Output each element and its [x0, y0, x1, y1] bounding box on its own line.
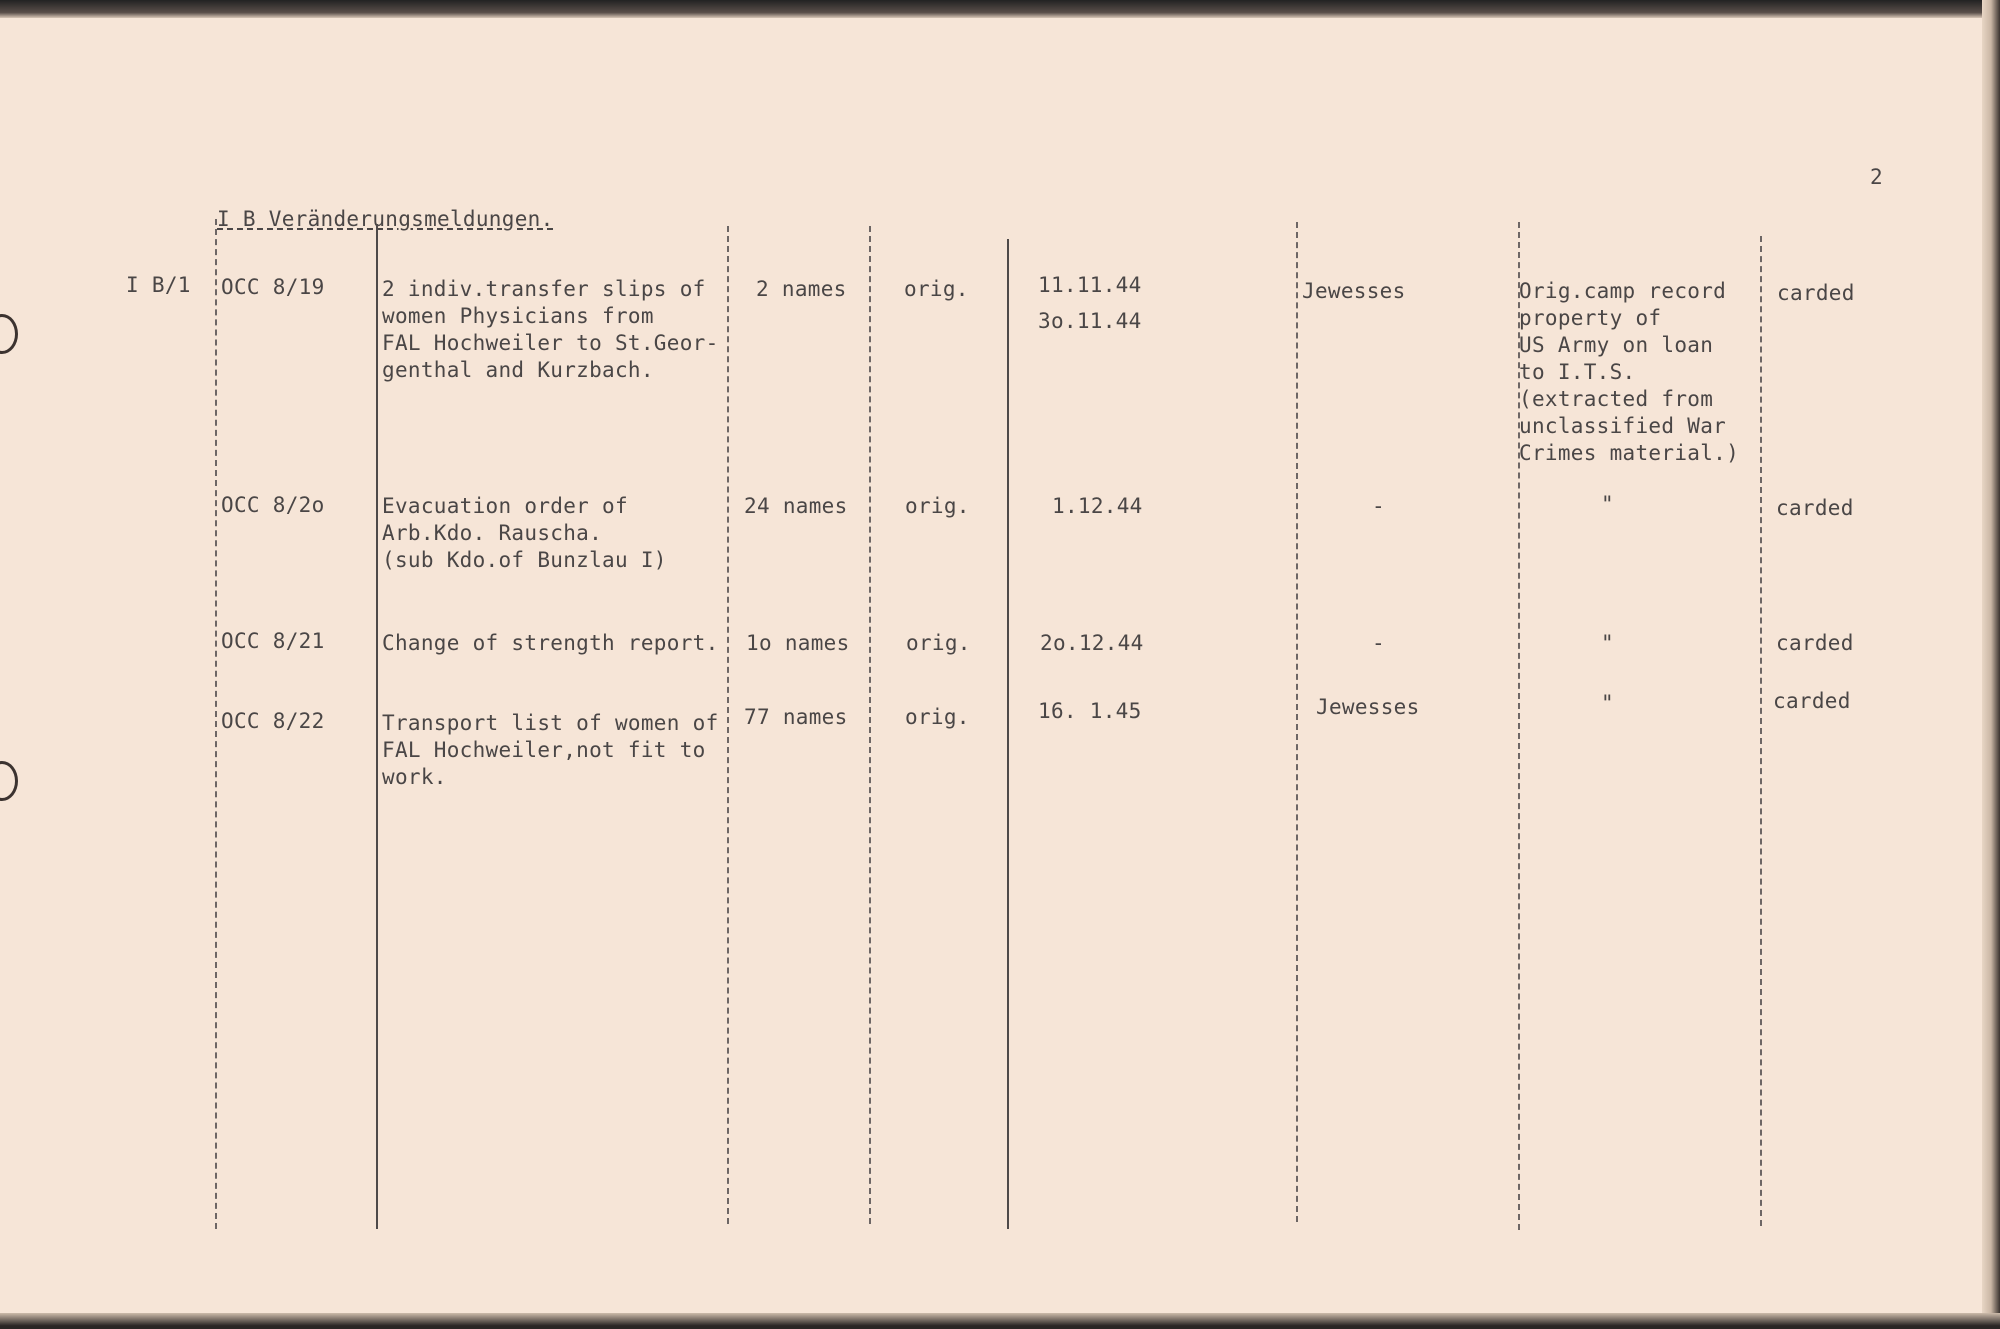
row-remarks: "	[1601, 691, 1614, 715]
column-rule	[727, 226, 729, 1224]
column-rule	[869, 226, 871, 1224]
column-rule	[376, 224, 378, 1229]
row-date: 16. 1.45	[1038, 699, 1142, 723]
row-description: Change of strength report.	[382, 631, 719, 655]
row-status: carded	[1773, 689, 1851, 713]
page-bottom-edge	[0, 1313, 2000, 1329]
row-description: Transport list of women of FAL Hochweiler,not fit to work.	[382, 711, 719, 789]
row-remarks: "	[1601, 631, 1614, 655]
row-ref: OCC 8/2o	[221, 493, 325, 517]
row-remarks: "	[1601, 492, 1614, 516]
row-count: 77 names	[744, 705, 848, 729]
punch-hole-icon	[0, 314, 18, 354]
document-page	[0, 14, 1985, 1314]
column-rule	[215, 219, 217, 1229]
column-rule	[1007, 239, 1009, 1229]
row-count: 24 names	[744, 494, 848, 518]
row-ref: OCC 8/19	[221, 275, 325, 299]
row-type: orig.	[904, 277, 969, 301]
row-status: carded	[1776, 496, 1854, 520]
row-persons: Jewesses	[1302, 279, 1406, 303]
row-date: 2o.12.44	[1040, 631, 1144, 655]
row-status: carded	[1776, 631, 1854, 655]
row-date: 1.12.44	[1052, 494, 1143, 518]
row-type: orig.	[906, 631, 971, 655]
column-rule	[1760, 236, 1762, 1226]
page-top-edge	[0, 0, 2000, 18]
row-remarks: Orig.camp record property of US Army on loan to I.T.S. (extracted from unclassified War Crimes material.)	[1519, 279, 1740, 465]
column-rule	[1296, 222, 1298, 1222]
row-persons: Jewesses	[1316, 695, 1420, 719]
row-date: 11.11.44 3o.11.44	[1038, 273, 1142, 333]
row-ref: OCC 8/22	[221, 709, 325, 733]
group-label: I B/1	[126, 273, 191, 297]
section-title: I B Veränderungsmeldungen.	[217, 207, 554, 231]
page-right-edge	[1982, 0, 2000, 1329]
punch-hole-icon	[0, 761, 18, 801]
row-type: orig.	[905, 494, 970, 518]
row-persons: -	[1372, 494, 1385, 518]
row-type: orig.	[905, 705, 970, 729]
page-number: 2	[1870, 165, 1883, 189]
row-status: carded	[1777, 281, 1855, 305]
row-count: 2 names	[756, 277, 847, 301]
row-persons: -	[1372, 631, 1385, 655]
row-ref: OCC 8/21	[221, 629, 325, 653]
row-count: 1o names	[746, 631, 850, 655]
row-description: Evacuation order of Arb.Kdo. Rauscha. (sub Kdo.of Bunzlau I)	[382, 494, 667, 572]
row-description: 2 indiv.transfer slips of women Physicians from FAL Hochweiler to St.Geor- genthal and Kurzbach.	[382, 277, 719, 382]
